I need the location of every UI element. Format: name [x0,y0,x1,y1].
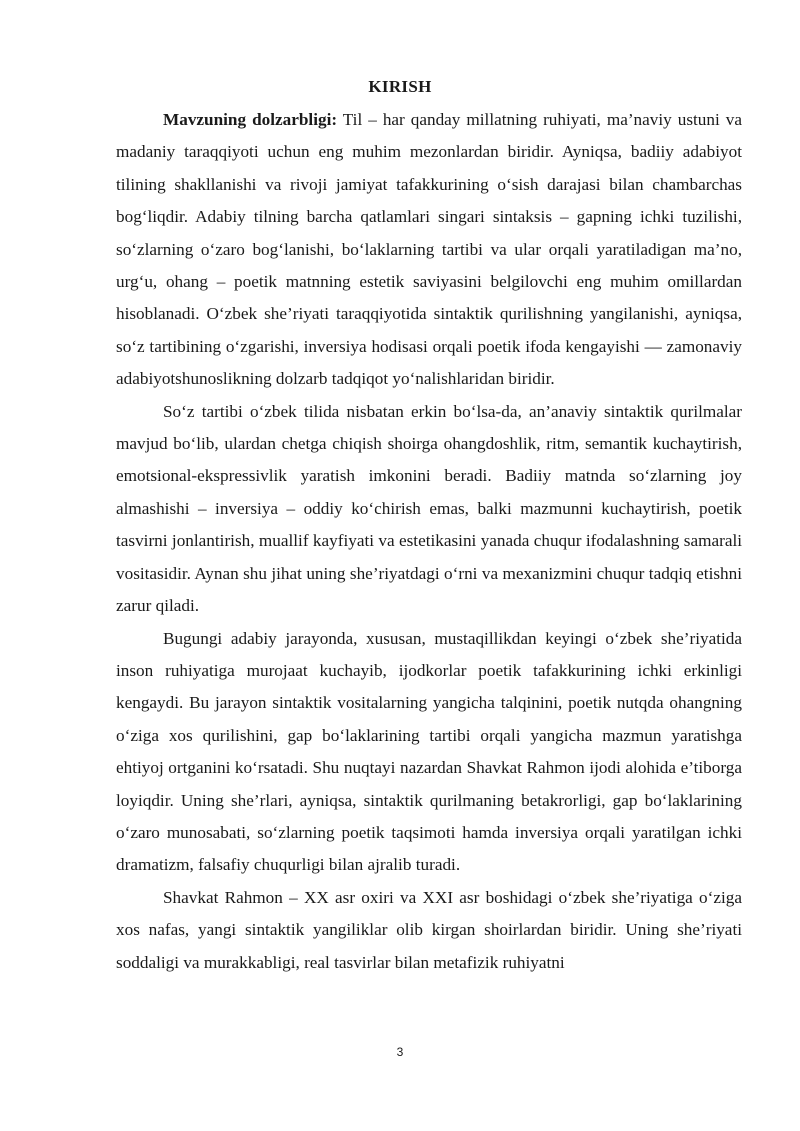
paragraph-text: Til – har qanday millatning ruhiyati, ma’naviy ustuni va madaniy taraqqiyoti uchun eng muhim mezonlardan biridir. Ayniqsa, badiiy adabiyot tilining shakllanishi va rivoji jamiyat tafakkurining o‘sish darajasi bilan chambarchas bog‘liqdir. Adabiy tilning barcha qatlamlari singari sintaksis – gapning ichki tuzilishi, so‘zlarning o‘zaro bog‘lanishi, bo‘laklarning tartibi va ular orqali yaratiladigan ma’no, urg‘u, ohang – poetik matnning estetik saviyasini belgilovchi eng muhim omillardan hisoblanadi. O‘zbek she’riyati taraqqiyotida sintaktik qurilishning yangilanishi, ayniqsa, so‘z tartibining o‘zgarishi, inversiya hodisasi orqali poetik ifoda kengayishi — zamonaviy adabiyotshunoslikning dolzarb tadqiqot yo‘nalishlaridan biridir. [116,110,742,389]
paragraph-literary-process: Bugungi adabiy jarayonda, xususan, mustaqillikdan keyingi o‘zbek she’riyatida inson ruhiyatiga murojaat kuchayib, ijodkorlar poetik tafakkurining ichki erkinligi kengaydi. Bu jarayon sintaktik vositalarning yangicha talqinini, poetik nutqda ohangning o‘ziga xos qurilishini, gap bo‘laklarining tartibi orqali yangicha mazmun yaratishga ehtiyoj ortganini ko‘rsatadi. Shu nuqtayi nazardan Shavkat Rahmon ijodi alohida e’tiborga loyiqdir. Uning she’rlari, ayniqsa, sintaktik qurilmaning betakrorligi, gap bo‘laklarining o‘zaro munosabati, so‘zlarning poetik taqsimoti hamda inversiya orqali yaratilgan ichki dramatizm, falsafiy chuqurligi bilan ajralib turadi. [116,628,742,875]
paragraph-word-order: So‘z tartibi o‘zbek tilida nisbatan erkin bo‘lsa-da, an’anaviy sintaktik qurilmalar mavjud bo‘lib, ulardan chetga chiqish shoirga ohangdoshlik, ritm, semantik kuchaytirish, emotsional-ekspressivlik yaratish imkonini beradi. Badiiy matnda so‘zlarning joy almashishi – inversiya – oddiy ko‘chirish emas, balki mazmunni kuchaytirish, poetik tasvirni jonlantirish, muallif kayfiyati va estetikasini yanada chuqur ifodalashning samarali vositasidir. Aynan shu jihat uning she’riyatdagi o‘rni va mexanizmini chuqur tadqiq etishni zarur qiladi. [116,401,742,616]
paragraph-relevance [116,104,742,396]
page-number: 3 [396,1045,404,1059]
body-text [116,104,742,979]
section-heading: KIRISH [368,77,432,96]
paragraph-lead-label: Mavzuning dolzarbligi: [163,110,338,129]
paragraph-shavkat-rahmon: Shavkat Rahmon – XX asr oxiri va XXI asr boshidagi o‘zbek she’riyatiga o‘ziga xos nafas, yangi sintaktik yangiliklar olib kirgan shoirlardan biridir. Uning she’riyati soddaligi va murakkabligi, real tasvirlar bilan metafizik ruhiyatni [116,887,742,972]
